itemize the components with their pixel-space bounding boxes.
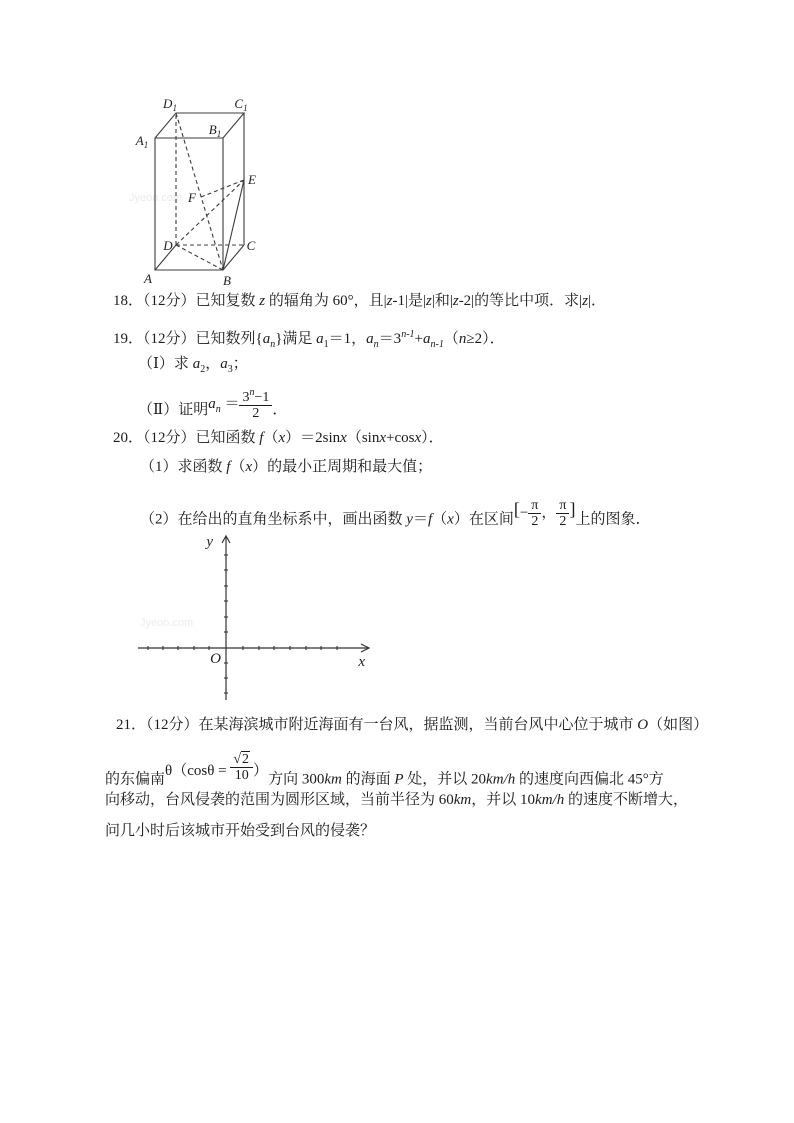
var-p: P (394, 771, 404, 788)
denominator: 10 (234, 768, 249, 784)
text: （2）在给出的直角坐标系中，画出函数 (140, 511, 407, 528)
var-x: x (340, 430, 347, 446)
text: ）的最小正周期和最大值； (252, 459, 433, 475)
subscript: 3 (227, 364, 233, 375)
superscript: n (249, 387, 255, 398)
cuboid-top-face (155, 113, 244, 138)
text: -2|的等比中项．求| (458, 293, 583, 309)
var-y: y (406, 511, 413, 528)
text: （如图） (648, 717, 709, 733)
vertex-label-b: B (223, 273, 231, 288)
watermark-text: Jyeoo.com (140, 617, 194, 629)
fraction (239, 387, 272, 422)
unit-kmh: km/h (486, 771, 516, 788)
text: （Ⅰ）求 (138, 356, 193, 372)
text: 问几小时后该城市开始受到台风的侵袭？ (105, 823, 376, 839)
text: 的速度向西偏北 45°方 (515, 771, 664, 788)
var-x: x (278, 430, 286, 446)
subscript: 2 (200, 364, 206, 375)
text: −1 (254, 390, 270, 405)
subscript: n (270, 339, 276, 350)
vertex-label-a1: $A_1$ (135, 133, 149, 150)
text: ＝3 (378, 331, 402, 347)
question-21-line3 (105, 791, 688, 810)
text: （sin (346, 430, 380, 446)
left-bracket: [ (513, 499, 520, 520)
radical-sign: √ (233, 752, 242, 767)
var-x: x (379, 430, 386, 446)
unit-kmh: km/h (535, 792, 565, 808)
fraction-pi-2 (556, 498, 569, 530)
question-19-part2 (138, 387, 288, 428)
text: 方向 300 (268, 771, 325, 788)
question-21-line4 (105, 822, 375, 841)
segment-be (223, 180, 244, 270)
vertex-label-f: F (188, 190, 196, 205)
text: ＝1， (328, 331, 367, 347)
question-21-line1 (116, 716, 708, 735)
text: 的辐角为 60°，且| (265, 293, 387, 309)
question-20-part1 (140, 458, 432, 477)
var-a: a (262, 331, 271, 347)
text: 上的图象． (575, 511, 651, 528)
var-z: z (452, 293, 459, 309)
var-z: z (582, 293, 589, 309)
text: ） (253, 763, 269, 780)
subscript: n (215, 403, 221, 415)
text: 向移动，台风侵袭的范围为圆形区域，当前半径为 60 (105, 792, 454, 808)
text: ． (272, 401, 288, 418)
subscript: n (373, 339, 379, 350)
vertex-label-e: E (248, 172, 256, 187)
var-a: a (220, 356, 228, 372)
axes-figure (120, 523, 400, 703)
watermark-text: Jyeoo.com (129, 192, 183, 204)
fraction-pi-2 (528, 498, 541, 530)
text: + (414, 331, 423, 347)
numerator (230, 752, 253, 768)
denominator: 2 (252, 406, 260, 422)
right-bracket: ] (569, 499, 576, 520)
equals: ＝ (224, 395, 240, 412)
text: （ (230, 459, 246, 475)
unit-km: km (324, 771, 342, 788)
text: 20．（12分）已知函数 (113, 430, 260, 446)
text: 的速度不断增大， (564, 792, 688, 808)
formula-an (208, 395, 240, 415)
text: 18．（12分）已知复数 (113, 293, 260, 309)
unit-km: km (453, 792, 472, 808)
text: ）在区间 (453, 511, 514, 528)
var-a: a (423, 331, 431, 347)
text: ）． (421, 430, 444, 446)
numerator: π (528, 498, 541, 514)
text: （ (432, 511, 448, 528)
var-a: a (316, 331, 324, 347)
numerator (239, 387, 272, 406)
var-x: x (414, 430, 422, 446)
var-theta: θ (165, 763, 173, 780)
var-x: x (447, 511, 454, 528)
text: |和| (431, 293, 453, 309)
text: }满足 (275, 331, 317, 347)
radicand: 2 (242, 752, 250, 767)
origin-label: O (210, 651, 221, 667)
text: 21．（12分）在某海滨城市附近海面有一台风，据监测，当前台风中心位于城市 (116, 717, 638, 733)
segment-db-hidden (176, 245, 223, 270)
question-18-text (113, 292, 606, 311)
text: |． (588, 293, 607, 309)
formula-theta (165, 752, 269, 784)
var-a: a (208, 395, 216, 412)
text: 处，并以 20 (403, 771, 487, 788)
var-theta: θ (207, 763, 215, 780)
question-19-part1 (138, 355, 248, 379)
vertex-label-b1: $B_1$ (208, 122, 222, 139)
vertex-label-a: A (144, 271, 152, 286)
cuboid-figure (125, 88, 275, 288)
segment-de-hidden (176, 180, 244, 245)
text: +cos (386, 430, 415, 446)
question-19-text (113, 325, 505, 354)
equals: ＝ (412, 511, 428, 528)
text: 19．（12分）已知数列{ (113, 331, 263, 347)
text: ，并以 10 (471, 792, 536, 808)
var-f: f (259, 430, 264, 446)
var-f: f (427, 511, 433, 528)
var-f: f (226, 459, 231, 475)
text: （Ⅱ）证明 (138, 401, 209, 418)
text: （ (263, 430, 279, 446)
var-o: O (637, 717, 649, 733)
text: ）＝2sin (285, 430, 341, 446)
text: （cos (172, 763, 208, 780)
numerator: π (556, 498, 569, 514)
comma: ， (541, 505, 557, 522)
text: ； (232, 356, 248, 372)
var-n: n (458, 331, 467, 347)
var-a: a (192, 356, 201, 372)
var-z: z (386, 293, 393, 309)
fraction-sqrt2-10 (230, 752, 253, 784)
vertex-label-c1: $C_1$ (234, 96, 248, 113)
text: （ (443, 331, 459, 347)
var-x: x (245, 459, 253, 475)
superscript: n-1 (401, 329, 415, 340)
minus-sign: − (519, 505, 529, 522)
var-z: z (425, 293, 432, 309)
text: 的东偏南 (105, 771, 166, 788)
var-z: z (259, 293, 266, 309)
denominator: 2 (531, 514, 539, 530)
subscript: n-1 (430, 339, 444, 350)
question-20-text (113, 429, 444, 448)
text: ， (205, 356, 221, 372)
text: -1|是| (392, 293, 426, 309)
text: ≥2）． (466, 331, 505, 347)
y-axis-label: y (206, 534, 213, 550)
denominator: 2 (559, 514, 567, 530)
equals: = (214, 763, 231, 780)
text: 的海面 (341, 771, 395, 788)
vertex-label-c: C (246, 238, 256, 253)
subscript: 1 (323, 339, 329, 350)
text: 3 (242, 390, 250, 405)
x-axis-label: x (358, 654, 365, 670)
vertex-label-d1: $D_1$ (163, 96, 177, 113)
vertex-label-d: D (163, 238, 173, 253)
text: （1）求函数 (140, 459, 227, 475)
var-a: a (366, 331, 374, 347)
